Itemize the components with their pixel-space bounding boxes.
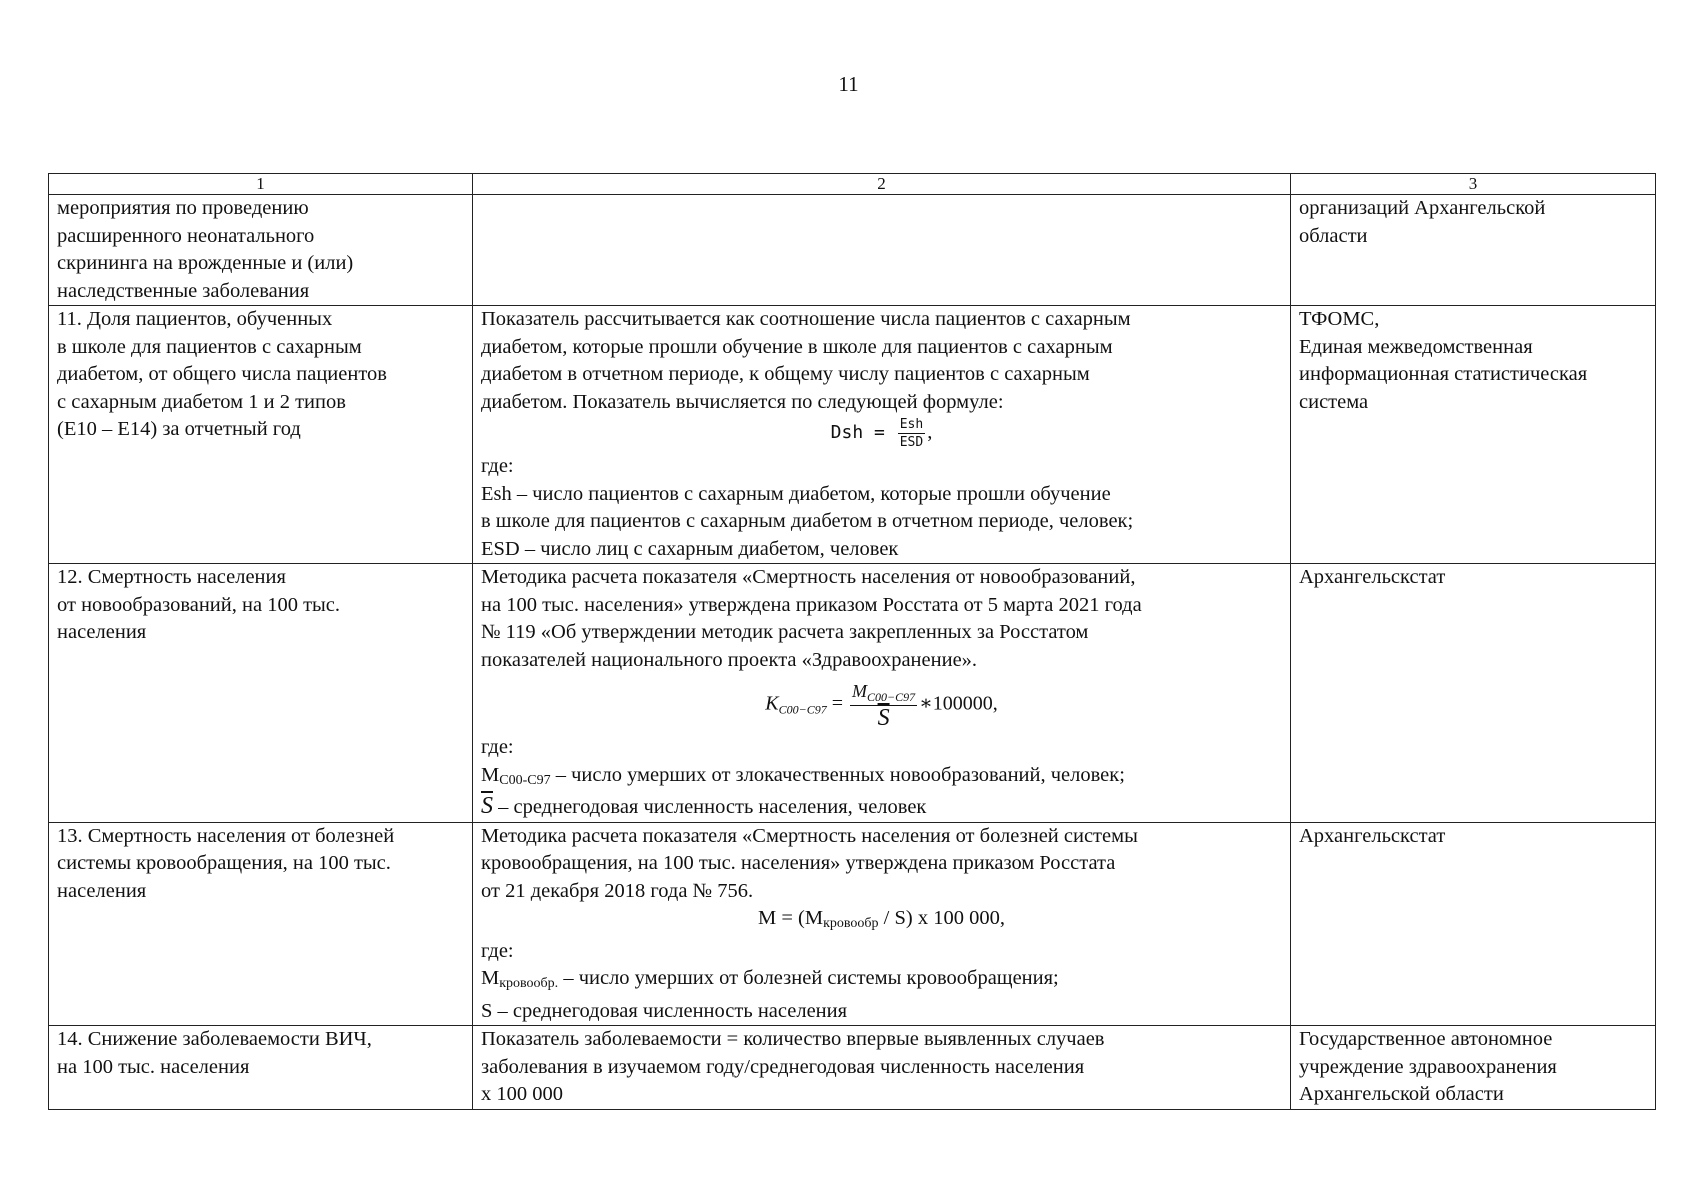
column-header-2: 2 <box>473 174 1291 195</box>
text-line: кровообращения, на 100 тыс. населения» утверждена приказом Росстата <box>481 852 1116 874</box>
indicator-name-cell <box>49 564 473 823</box>
definition-m <box>481 762 1282 795</box>
text-line: Esh – число пациентов с сахарным диабетом, которые прошли обучение <box>481 482 1111 505</box>
text-line: диабетом, от общего числа пациентов <box>57 363 387 385</box>
formula-m-subscript: C00−C97 <box>867 690 916 704</box>
text-line: где: <box>481 455 514 477</box>
text-line: Методика расчета показателя «Смертность населения от новообразований, <box>481 566 1136 588</box>
text-line: № 119 «Об утверждении методик расчета закрепленных за Росстатом <box>481 621 1089 643</box>
text-line: Государственное автономное <box>1299 1028 1553 1050</box>
formula-fraction <box>850 681 917 731</box>
m-subscript: С00-С97 <box>499 772 551 788</box>
text-line: 13. Смертность населения от болезней <box>57 824 395 847</box>
text-line: скрининга на врожденные и (или) <box>57 252 354 274</box>
text-line: организаций Архангельской <box>1299 197 1546 219</box>
formula-numerator: Esh <box>899 417 924 432</box>
formula-numerator <box>850 682 917 706</box>
text-line: Методика расчета показателя «Смертность населения от болезней системы <box>481 824 1138 847</box>
table-header-row <box>49 174 1656 195</box>
source-cell <box>1291 195 1656 306</box>
text-line: 12. Смертность населения <box>57 566 286 588</box>
text-line: Показатель заболеваемости = количество впервые выявленных случаев <box>481 1028 1105 1050</box>
text-line: расширенного неонатального <box>57 224 315 247</box>
text-line: Архангельскстат <box>1299 566 1446 588</box>
s-bar-symbol: $\overline{S}$ <box>481 793 493 819</box>
indicator-name-cell <box>49 306 473 564</box>
formula-denominator: ESD <box>899 435 924 450</box>
column-header-3: 3 <box>1291 174 1656 195</box>
text-line: диабетом в отчетном периоде, к общему числу пациентов с сахарным <box>481 363 1090 385</box>
m-symbol: М <box>481 763 500 786</box>
text-line: информационная статистическая <box>1299 363 1588 385</box>
text-line: диабетом. Показатель вычисляется по следующей формуле: <box>481 390 1004 413</box>
methodology-cell <box>473 195 1291 306</box>
table-row-12 <box>49 564 1656 823</box>
text-line: населения <box>57 621 147 643</box>
formula-k-subscript: C00−C97 <box>778 702 827 717</box>
indicator-name-cell <box>49 1026 473 1110</box>
source-cell <box>1291 306 1656 564</box>
text-line: показателей национального проекта «Здравоохранение». <box>481 648 978 671</box>
text-line: ТФОМС, <box>1299 308 1380 330</box>
page-number: 11 <box>838 72 859 96</box>
formula-post: / S) х 100 000, <box>878 907 1005 929</box>
formula-denominator <box>850 705 917 731</box>
table-row-13 <box>49 822 1656 1026</box>
methodology-cell <box>473 822 1291 1026</box>
formula-k <box>481 681 1282 731</box>
indicator-name-cell <box>49 822 473 1026</box>
definition-s <box>481 794 1282 822</box>
table-row-continued <box>49 195 1656 306</box>
text-line: где: <box>481 736 514 758</box>
text-line: Единая межведомственная <box>1299 335 1533 358</box>
text-line: системы кровообращения, на 100 тыс. <box>57 852 391 874</box>
text-line: с сахарным диабетом 1 и 2 типов <box>57 390 346 413</box>
formula-pre: М = (М <box>758 907 824 929</box>
text-line: от 21 декабря 2018 года № 756. <box>481 879 754 902</box>
text-line: Архангельской области <box>1299 1083 1504 1105</box>
methodology-cell <box>473 306 1291 564</box>
formula-k-symbol: K <box>765 692 779 715</box>
definition-m <box>481 965 1282 998</box>
methodology-cell <box>473 1026 1291 1110</box>
source-cell <box>1291 822 1656 1026</box>
text-line: диабетом, которые прошли обучение в школе для пациентов с сахарным <box>481 335 1113 358</box>
text-line: наследственные заболевания <box>57 279 310 302</box>
formula-m-symbol: M <box>852 681 868 701</box>
m-definition: – число умерших от болезней системы кровообращения; <box>558 967 1059 989</box>
definition-s: S – среднегодовая численность населения <box>481 999 848 1022</box>
text-line: области <box>1299 224 1368 247</box>
text-line: (Е10 – Е14) за отчетный год <box>57 418 301 440</box>
formula-tail: ∗100000, <box>919 692 998 715</box>
text-line: 14. Снижение заболеваемости ВИЧ, <box>57 1028 372 1050</box>
text-line: 11. Доля пациентов, обученных <box>57 308 333 330</box>
text-line: на 100 тыс. населения» утверждена приказом Росстата от 5 марта 2021 года <box>481 593 1142 616</box>
indicator-name-cell <box>49 195 473 306</box>
text-line: мероприятия по проведению <box>57 197 309 219</box>
table-row-14 <box>49 1026 1656 1110</box>
indicators-table <box>48 173 1656 1110</box>
text-line: х 100 000 <box>481 1083 563 1105</box>
text-line: населения <box>57 879 147 902</box>
text-line: учреждение здравоохранения <box>1299 1055 1557 1078</box>
text-line: Показатель рассчитывается как соотношение числа пациентов с сахарным <box>481 308 1131 330</box>
text-line: в школе для пациентов с сахарным диабетом в отчетном периоде, человек; <box>481 510 1134 532</box>
table-row-11 <box>49 306 1656 564</box>
text-line: система <box>1299 390 1369 413</box>
text-line: заболевания в изучаемом году/среднегодовая численность населения <box>481 1055 1085 1078</box>
formula-m <box>481 905 1282 938</box>
formula-subscript: кровообр <box>823 916 879 931</box>
formula-s-bar: S <box>877 705 890 731</box>
formula-lhs: Dsh = <box>830 422 896 444</box>
source-cell <box>1291 564 1656 823</box>
column-header-1: 1 <box>49 174 473 195</box>
formula-equals: = <box>826 692 849 715</box>
m-definition: – число умерших от злокачественных новообразований, человек; <box>550 763 1125 786</box>
text-line: от новообразований, на 100 тыс. <box>57 593 341 616</box>
s-definition: – среднегодовая численность населения, человек <box>493 796 927 818</box>
text-line: Архангельскстат <box>1299 824 1446 847</box>
text-line: в школе для пациентов с сахарным <box>57 335 362 358</box>
text-line: на 100 тыс. населения <box>57 1055 250 1078</box>
text-line: где: <box>481 939 514 962</box>
formula-fraction <box>898 418 925 449</box>
source-cell <box>1291 1026 1656 1110</box>
formula-tail: , <box>927 421 933 444</box>
formula-dsh <box>481 418 1282 449</box>
methodology-cell <box>473 564 1291 823</box>
m-symbol: М <box>481 967 500 989</box>
text-line: ESD – число лиц с сахарным диабетом, человек <box>481 537 899 560</box>
m-subscript: кровообр. <box>499 976 559 991</box>
